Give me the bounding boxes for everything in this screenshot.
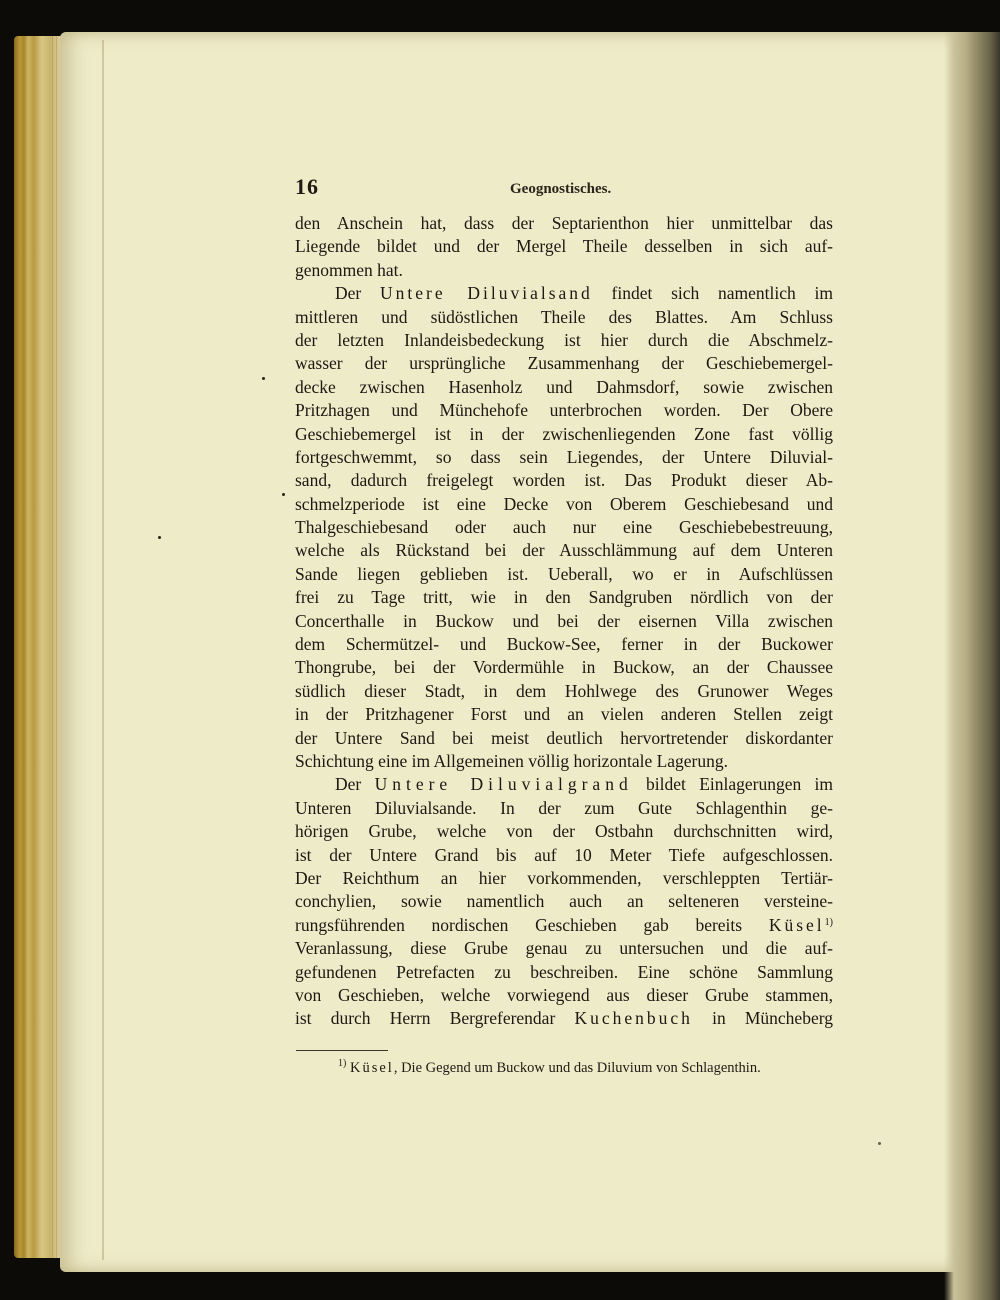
text-line: Unteren Diluvialsande. In der zum Gute Schlagenthin ge- [295,797,833,818]
text-line: conchylien, sowie namentlich auch an selteneren versteine- [295,891,833,912]
text-line: Schichtung eine im Allgemeinen völlig horizontale Lagerung. [295,750,729,771]
text-line: sand, dadurch freigelegt worden ist. Das Produkt dieser Ab- [295,470,833,491]
text-line-footnote-ref [295,914,833,937]
text-line: südlich dieser Stadt, in dem Hohlwege des Grunower Weges [295,680,833,701]
text-line: Veranlassung, diese Grube genau zu untersuchen und die auf- [295,938,833,959]
text-line: fortgeschwemmt, so dass sein Liegendes, der Untere Diluvial- [295,446,833,467]
text-run: Der [335,283,380,304]
spaced-term: Untere Diluvialgrand [374,774,633,795]
text-line: mittleren und südöstlichen Theile des Blattes. Am Schluss [295,306,833,327]
ink-speck [878,1142,881,1145]
text-line: schmelzperiode ist eine Decke von Oberem Geschiebesand und [295,493,833,514]
text-line: Der Reichthum an hier vorkommenden, verschleppten Tertiär- [295,867,833,888]
running-head [295,174,833,204]
text-line-heading-sand [295,282,833,305]
ink-speck [262,377,265,380]
text-line: von Geschieben, welche vorwiegend aus dieser Grube stammen, [295,984,833,1005]
text-line: genommen hat. [295,259,403,280]
text-line-heading-grand [295,773,833,796]
text-line: in der Pritzhagener Forst und an vielen anderen Stellen zeigt [295,704,833,725]
spaced-term: Kuchenbuch [574,1008,693,1029]
text-line: welche als Rückstand bei der Ausschlämmung auf dem Unteren [295,540,833,561]
text-run: bildet Einlagerungen im [632,774,834,795]
text-line: dem Schermützel- und Buckow-See, ferner in der Buckower [295,634,833,655]
ink-speck [158,536,161,539]
spaced-term: Untere Diluvialsand [379,283,593,304]
binding-shadow [944,32,1000,1300]
footnote-author: Küsel [349,1060,394,1076]
text-line: Concerthalle in Buckow und bei der eisernen Villa zwischen [295,610,833,631]
footnote-reference[interactable]: 1) [824,916,833,928]
spaced-term: Küsel [768,914,825,935]
footnote-rule [296,1050,388,1051]
text-line: ist der Untere Grand bis auf 10 Meter Tiefe aufgeschlossen. [295,844,833,865]
text-run: findet sich namentlich im [592,283,834,304]
page-crease [102,40,104,1260]
text-line: den Anschein hat, dass der Septarienthon hier unmittelbar das [295,213,833,233]
text-run: rungsführenden nordischen Geschieben gab bereits [295,914,769,935]
text-line-kuchenbuch [295,1007,833,1030]
text-line: Pritzhagen und Münchehofe unterbrochen worden. Der Obere [295,400,833,421]
text-line: wasser der ursprüngliche Zusammenhang der Geschiebemergel- [295,353,833,374]
text-line: hörigen Grube, welche von der Ostbahn durchschnitten wird, [295,821,833,842]
text-line: Sande liegen geblieben ist. Ueberall, wo er in Aufschlüssen [295,563,833,584]
page-number: 16 [295,174,319,199]
running-head-title: Geognostisches. [510,181,612,197]
text-line: frei zu Tage tritt, wie in den Sandgruben nördlich von der [295,587,833,608]
text-line: decke zwischen Hasenholz und Dahmsdorf, sowie zwischen [295,376,833,397]
text-line: der letzten Inlandeisbedeckung ist hier durch die Abschmelz- [295,329,833,350]
footnote [338,1060,838,1077]
text-line: Thalgeschiebesand oder auch nur eine Geschiebebestreuung, [295,517,833,538]
body-text [295,212,833,1031]
text-line: Liegende bildet und der Mergel Theile desselben in sich auf- [295,236,833,257]
footnote-mark: 1) [338,1058,347,1069]
text-run: in Müncheberg [692,1008,833,1029]
ink-speck [282,493,285,496]
text-line: der Untere Sand bei meist deutlich hervortretender diskordanter [295,727,833,748]
text-line: Thongrube, bei der Vordermühle in Buckow, an der Chaussee [295,657,833,678]
text-run: ist durch Herrn Bergreferendar [295,1008,575,1029]
text-run: Der [335,774,375,795]
footnote-text: , Die Gegend um Buckow und das Diluvium von Schlagenthin. [393,1060,761,1076]
text-line: gefundenen Petrefacten zu beschreiben. Eine schöne Sammlung [295,961,833,982]
text-line: Geschiebemergel ist in der zwischenliegenden Zone fast völlig [295,423,833,444]
